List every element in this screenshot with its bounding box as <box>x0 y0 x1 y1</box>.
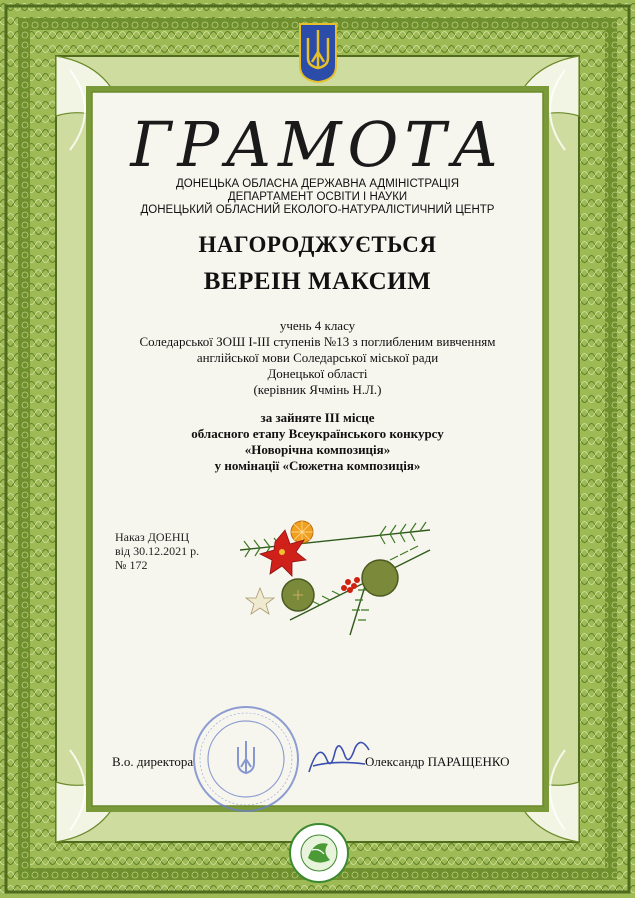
achievement-line-3: «Новорічна композиція» <box>244 442 391 457</box>
detail-line-1: учень 4 класу <box>279 318 356 333</box>
certificate-title: ГРАМОТА <box>130 108 505 181</box>
order-line-3: № 172 <box>115 558 148 572</box>
detail-line-5: (керівник Ячмінь Н.Л.) <box>253 382 382 397</box>
detail-line-4: Донецької області <box>267 366 368 381</box>
recipient-name: ВЕРЕІН МАКСИМ <box>203 268 432 295</box>
order-line-2: від 30.12.2021 р. <box>115 544 200 558</box>
trident-emblem-icon <box>298 22 338 84</box>
org-line-2: ДЕПАРТАМЕНТ ОСВІТИ І НАУКИ <box>227 191 408 203</box>
signatory-name: Олександр ПАРАЩЕНКО <box>365 754 510 769</box>
award-heading: НАГОРОДЖУЄТЬСЯ <box>198 232 437 257</box>
org-line-1: ДОНЕЦЬКА ОБЛАСНА ДЕРЖАВНА АДМІНІСТРАЦІЯ <box>175 178 460 190</box>
achievement-line-1: за зайняте ІІІ місце <box>260 410 375 425</box>
achievement-line-4: у номінації «Сюжетна композиція» <box>214 458 421 473</box>
achievement-line-2: обласного етапу Всеукраїнського конкурсу <box>191 426 444 441</box>
detail-line-3: англійської мови Соледарської міської ради <box>196 350 439 365</box>
org-line-3: ДОНЕЦЬКИЙ ОБЛАСНИЙ ЕКОЛОГО-НАТУРАЛІСТИЧНИЙ ЦЕНТР <box>140 204 495 216</box>
detail-line-2: Соледарської ЗОШ І-ІІІ ступенів №13 з поглибленим вивченням <box>139 334 496 349</box>
signature-role: В.о. директора <box>112 754 194 769</box>
order-reference <box>115 530 199 572</box>
christmas-decoration-image <box>230 510 445 645</box>
order-line-1: Наказ ДОЕНЦ <box>115 530 190 544</box>
eco-center-logo-icon <box>288 822 350 884</box>
official-stamp-icon <box>190 703 302 815</box>
